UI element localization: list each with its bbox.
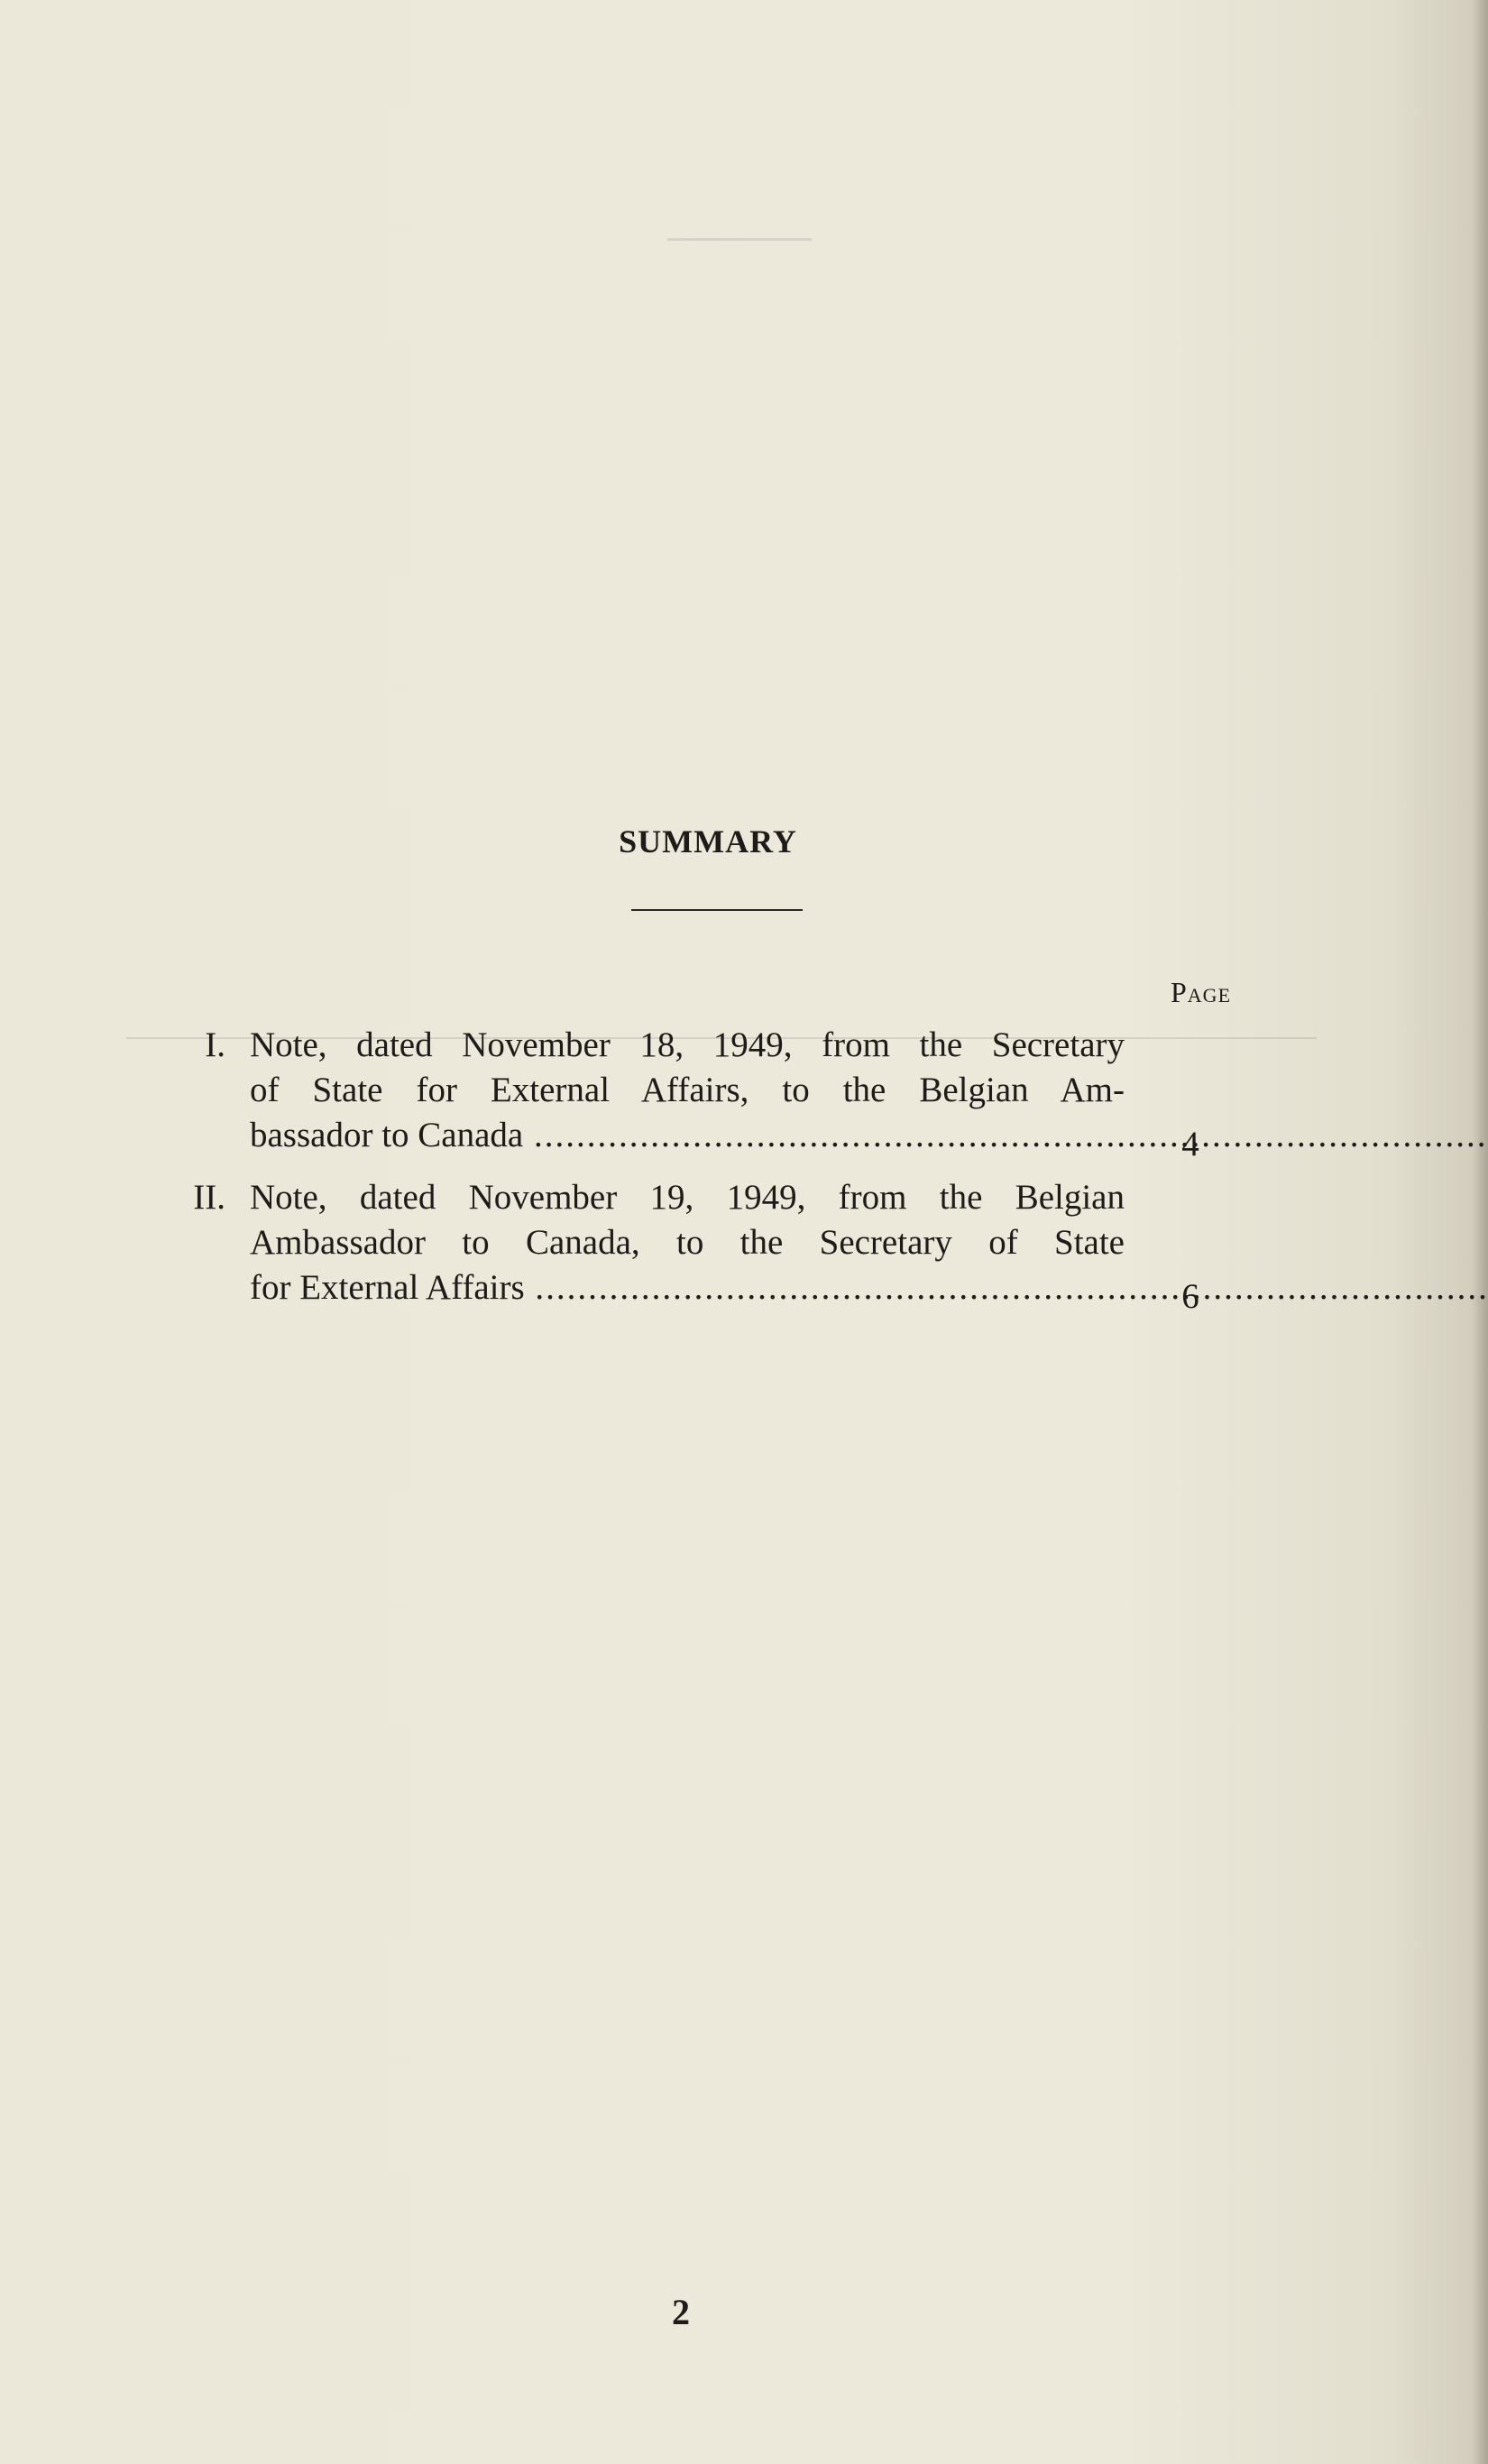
entry-line: of State for External Affairs, to the Belgian Am-: [250, 1071, 1125, 1109]
entry-line: Ambassador to Canada, to the Secretary of State: [250, 1223, 1125, 1262]
entry-line: bassador to Canada: [250, 1116, 524, 1154]
entry-line-leader: [250, 1265, 1125, 1310]
entry-page-number: 6: [1181, 1277, 1199, 1316]
entry-numeral: I.: [205, 1025, 225, 1064]
title-underline: [631, 909, 803, 911]
entry-page-number: 4: [1181, 1125, 1199, 1163]
page-folio-number: 2: [672, 2292, 690, 2332]
entry-text: [250, 1175, 1125, 1310]
dot-leader: [535, 1268, 1488, 1307]
page-edge-shadow: [1472, 0, 1488, 2464]
entry-line: Note, dated November 19, 1949, from the Belgian: [250, 1178, 1125, 1217]
entry-text: [250, 1023, 1125, 1158]
bleed-through-rule: [667, 238, 812, 241]
entry-numeral: II.: [193, 1178, 225, 1217]
page-column-header: Page: [1171, 976, 1232, 1008]
entry-line: Note, dated November 18, 1949, from the Secretary: [250, 1025, 1125, 1064]
dot-leader: [534, 1116, 1488, 1154]
entry-line: for External Affairs: [250, 1268, 525, 1307]
page-title: SUMMARY: [619, 823, 797, 860]
entry-line-leader: [250, 1113, 1125, 1158]
